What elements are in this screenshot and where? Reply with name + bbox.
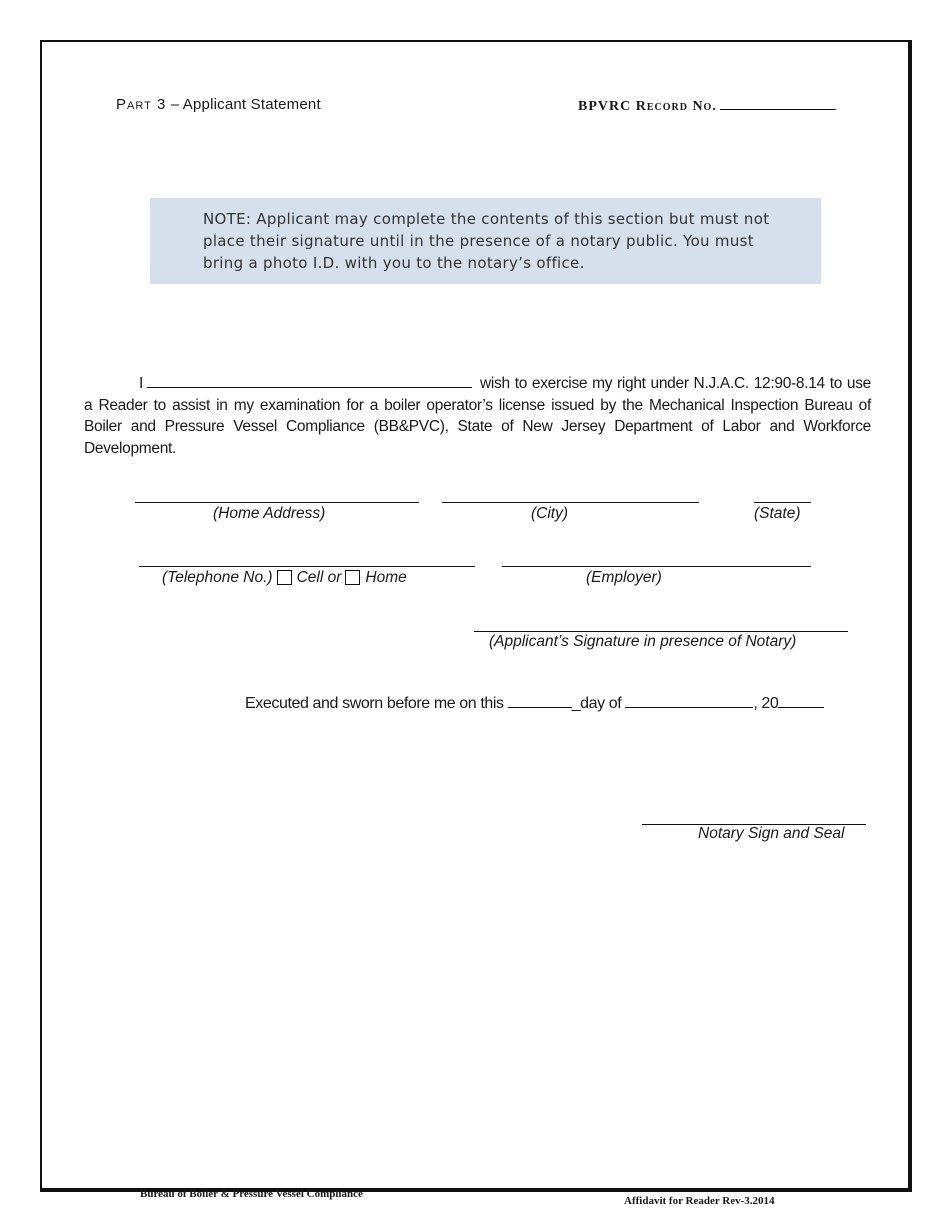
part-label: Part 3 bbox=[116, 96, 167, 113]
telephone-label-row bbox=[162, 569, 407, 587]
applicant-name-field[interactable] bbox=[147, 373, 472, 388]
part-title bbox=[116, 96, 321, 113]
executed-text-3: , 20 bbox=[753, 695, 779, 712]
telephone-label: (Telephone No.) bbox=[162, 569, 273, 586]
statement-prefix: I bbox=[139, 375, 144, 392]
note-text: NOTE: Applicant may complete the contents of this section but must not place their signature until in the presence of a notary public. You must bring a photo I.D. with you to the notary’s office. bbox=[203, 210, 770, 272]
home-address-field[interactable] bbox=[135, 502, 419, 503]
city-label: (City) bbox=[531, 505, 569, 522]
applicant-signature-field[interactable] bbox=[474, 631, 848, 632]
executed-text-1: Executed and sworn before me on this bbox=[245, 695, 504, 712]
state-label: (State) bbox=[754, 505, 801, 522]
employer-field[interactable] bbox=[502, 566, 811, 567]
telephone-field[interactable] bbox=[139, 566, 475, 567]
note-box bbox=[150, 198, 821, 284]
state-field[interactable] bbox=[754, 502, 811, 503]
record-number-field[interactable] bbox=[720, 97, 836, 110]
record-number bbox=[578, 97, 836, 115]
record-label: BPVRC Record No. bbox=[578, 99, 717, 114]
home-address-label: (Home Address) bbox=[213, 505, 326, 522]
home-checkbox[interactable] bbox=[345, 570, 360, 585]
applicant-statement bbox=[84, 373, 871, 459]
month-field[interactable] bbox=[625, 695, 753, 708]
cell-checkbox[interactable] bbox=[277, 570, 292, 585]
executed-text-2: _day of bbox=[571, 695, 622, 712]
statement-body: wish to exercise my right under N.J.A.C. 12:90-8.14 to use a Reader to assist in my examination for a boiler operator’s license issued by the Mechanical Inspection Bureau of Boiler and Pressure Vessel Compliance (BB&PVC), State of New Jersey Department of Labor and Workforce Development. bbox=[84, 375, 871, 457]
city-field[interactable] bbox=[442, 502, 699, 503]
part-title-text: – Applicant Statement bbox=[166, 96, 321, 113]
signature-label: (Applicant’s Signature in presence of Notary) bbox=[489, 633, 797, 650]
cell-label: Cell or bbox=[296, 569, 342, 586]
home-label: Home bbox=[365, 569, 407, 586]
notary-label: Notary Sign and Seal bbox=[698, 825, 845, 842]
year-field[interactable] bbox=[778, 695, 824, 708]
employer-label: (Employer) bbox=[586, 569, 662, 586]
footer-bureau: Bureau of Boiler & Pressure Vessel Compliance bbox=[140, 1188, 363, 1200]
executed-line bbox=[245, 695, 824, 713]
day-field[interactable] bbox=[508, 695, 572, 708]
footer-form-id: Affidavit for Reader Rev-3.2014 bbox=[624, 1195, 775, 1207]
